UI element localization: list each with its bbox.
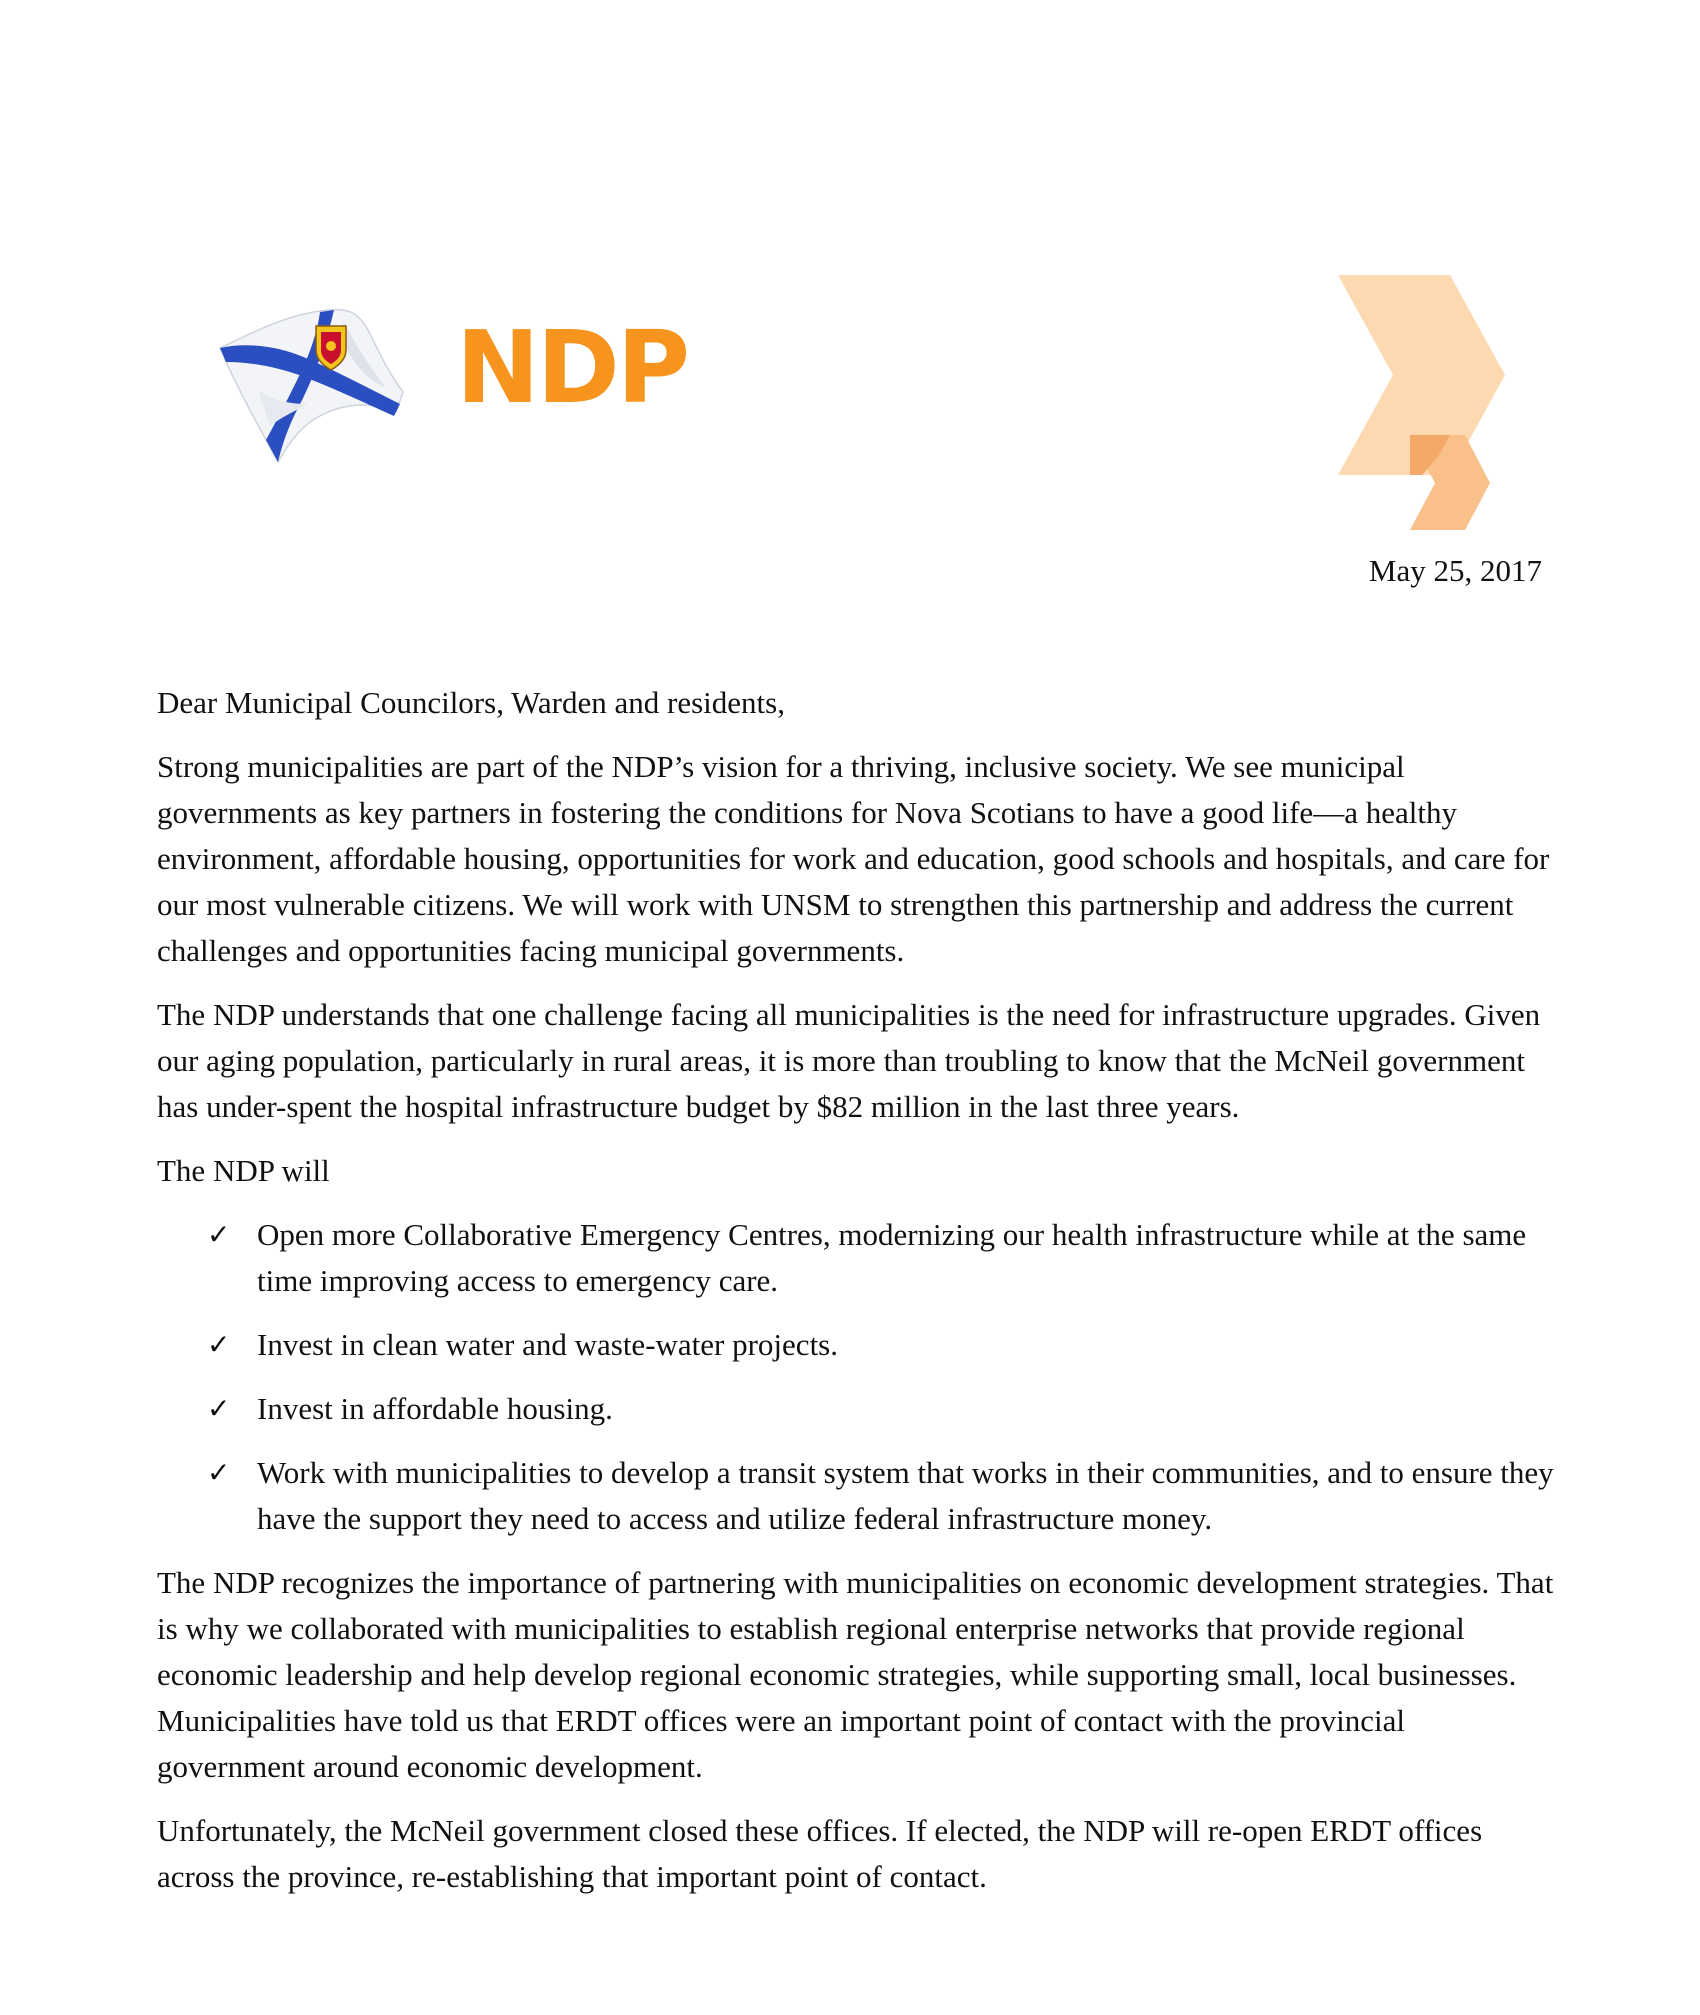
checkmark-icon: ✓: [207, 1218, 231, 1251]
chevron-decoration: [1330, 275, 1510, 530]
ndp-wordmark: NDP: [456, 309, 687, 426]
list-item: [157, 1322, 1557, 1368]
paragraph-vision: Strong municipalities are part of the NDP’s vision for a thriving, inclusive society. We see municipal governments as key partners in fostering the conditions for Nova Scotians to have a good life—a healthy environment, affordable housing, opportunities for work and education, good schools and hospitals, and care for our most vulnerable citizens. We will work with UNSM to strengthen this partnership and address the current challenges and opportunities facing municipal governments.: [157, 749, 1550, 968]
letter-date: May 25, 2017: [1368, 553, 1542, 588]
list-item: [157, 1212, 1557, 1304]
list-item-text: Invest in affordable housing.: [257, 1391, 613, 1426]
salutation: Dear Municipal Councilors, Warden and residents,: [157, 685, 785, 720]
checkmark-icon: ✓: [207, 1328, 231, 1361]
checkmark-icon: ✓: [207, 1456, 231, 1489]
chevron-arrow-icon: [1330, 275, 1510, 530]
commitments-list: [157, 1212, 1557, 1542]
list-item: [157, 1386, 1557, 1432]
list-item: [157, 1450, 1557, 1542]
list-intro: The NDP will: [157, 1153, 330, 1188]
list-item-text: Work with municipalities to develop a transit system that works in their communities, and to ensure they have the support they need to access and utilize federal infrastructure money.: [257, 1455, 1554, 1536]
checkmark-icon: ✓: [207, 1392, 231, 1425]
letter-body: [157, 680, 1557, 1918]
paragraph-erdt-offices: Unfortunately, the McNeil government closed these offices. If elected, the NDP will re-open ERDT offices across the province, re-establishing that important point of contact.: [157, 1813, 1483, 1894]
ndp-logo: [218, 300, 718, 470]
paragraph-infrastructure: The NDP understands that one challenge facing all municipalities is the need for infrastructure upgrades. Given our aging population, particularly in rural areas, it is more than troubling to know that the McNeil government has under-spent the hospital infrastructure budget by $82 million in the last three years.: [157, 997, 1541, 1124]
ns-flag-icon: [218, 300, 718, 470]
list-item-text: Invest in clean water and waste-water projects.: [257, 1327, 838, 1362]
paragraph-economic-development: The NDP recognizes the importance of partnering with municipalities on economic development strategies. That is why we collaborated with municipalities to establish regional enterprise networks that provide regional economic leadership and help develop regional economic strategies, while supporting small, local businesses. Municipalities have told us that ERDT offices were an important point of contact with the provincial government around economic development.: [157, 1565, 1554, 1784]
list-item-text: Open more Collaborative Emergency Centres, modernizing our health infrastructure while at the same time improving access to emergency care.: [257, 1217, 1527, 1298]
